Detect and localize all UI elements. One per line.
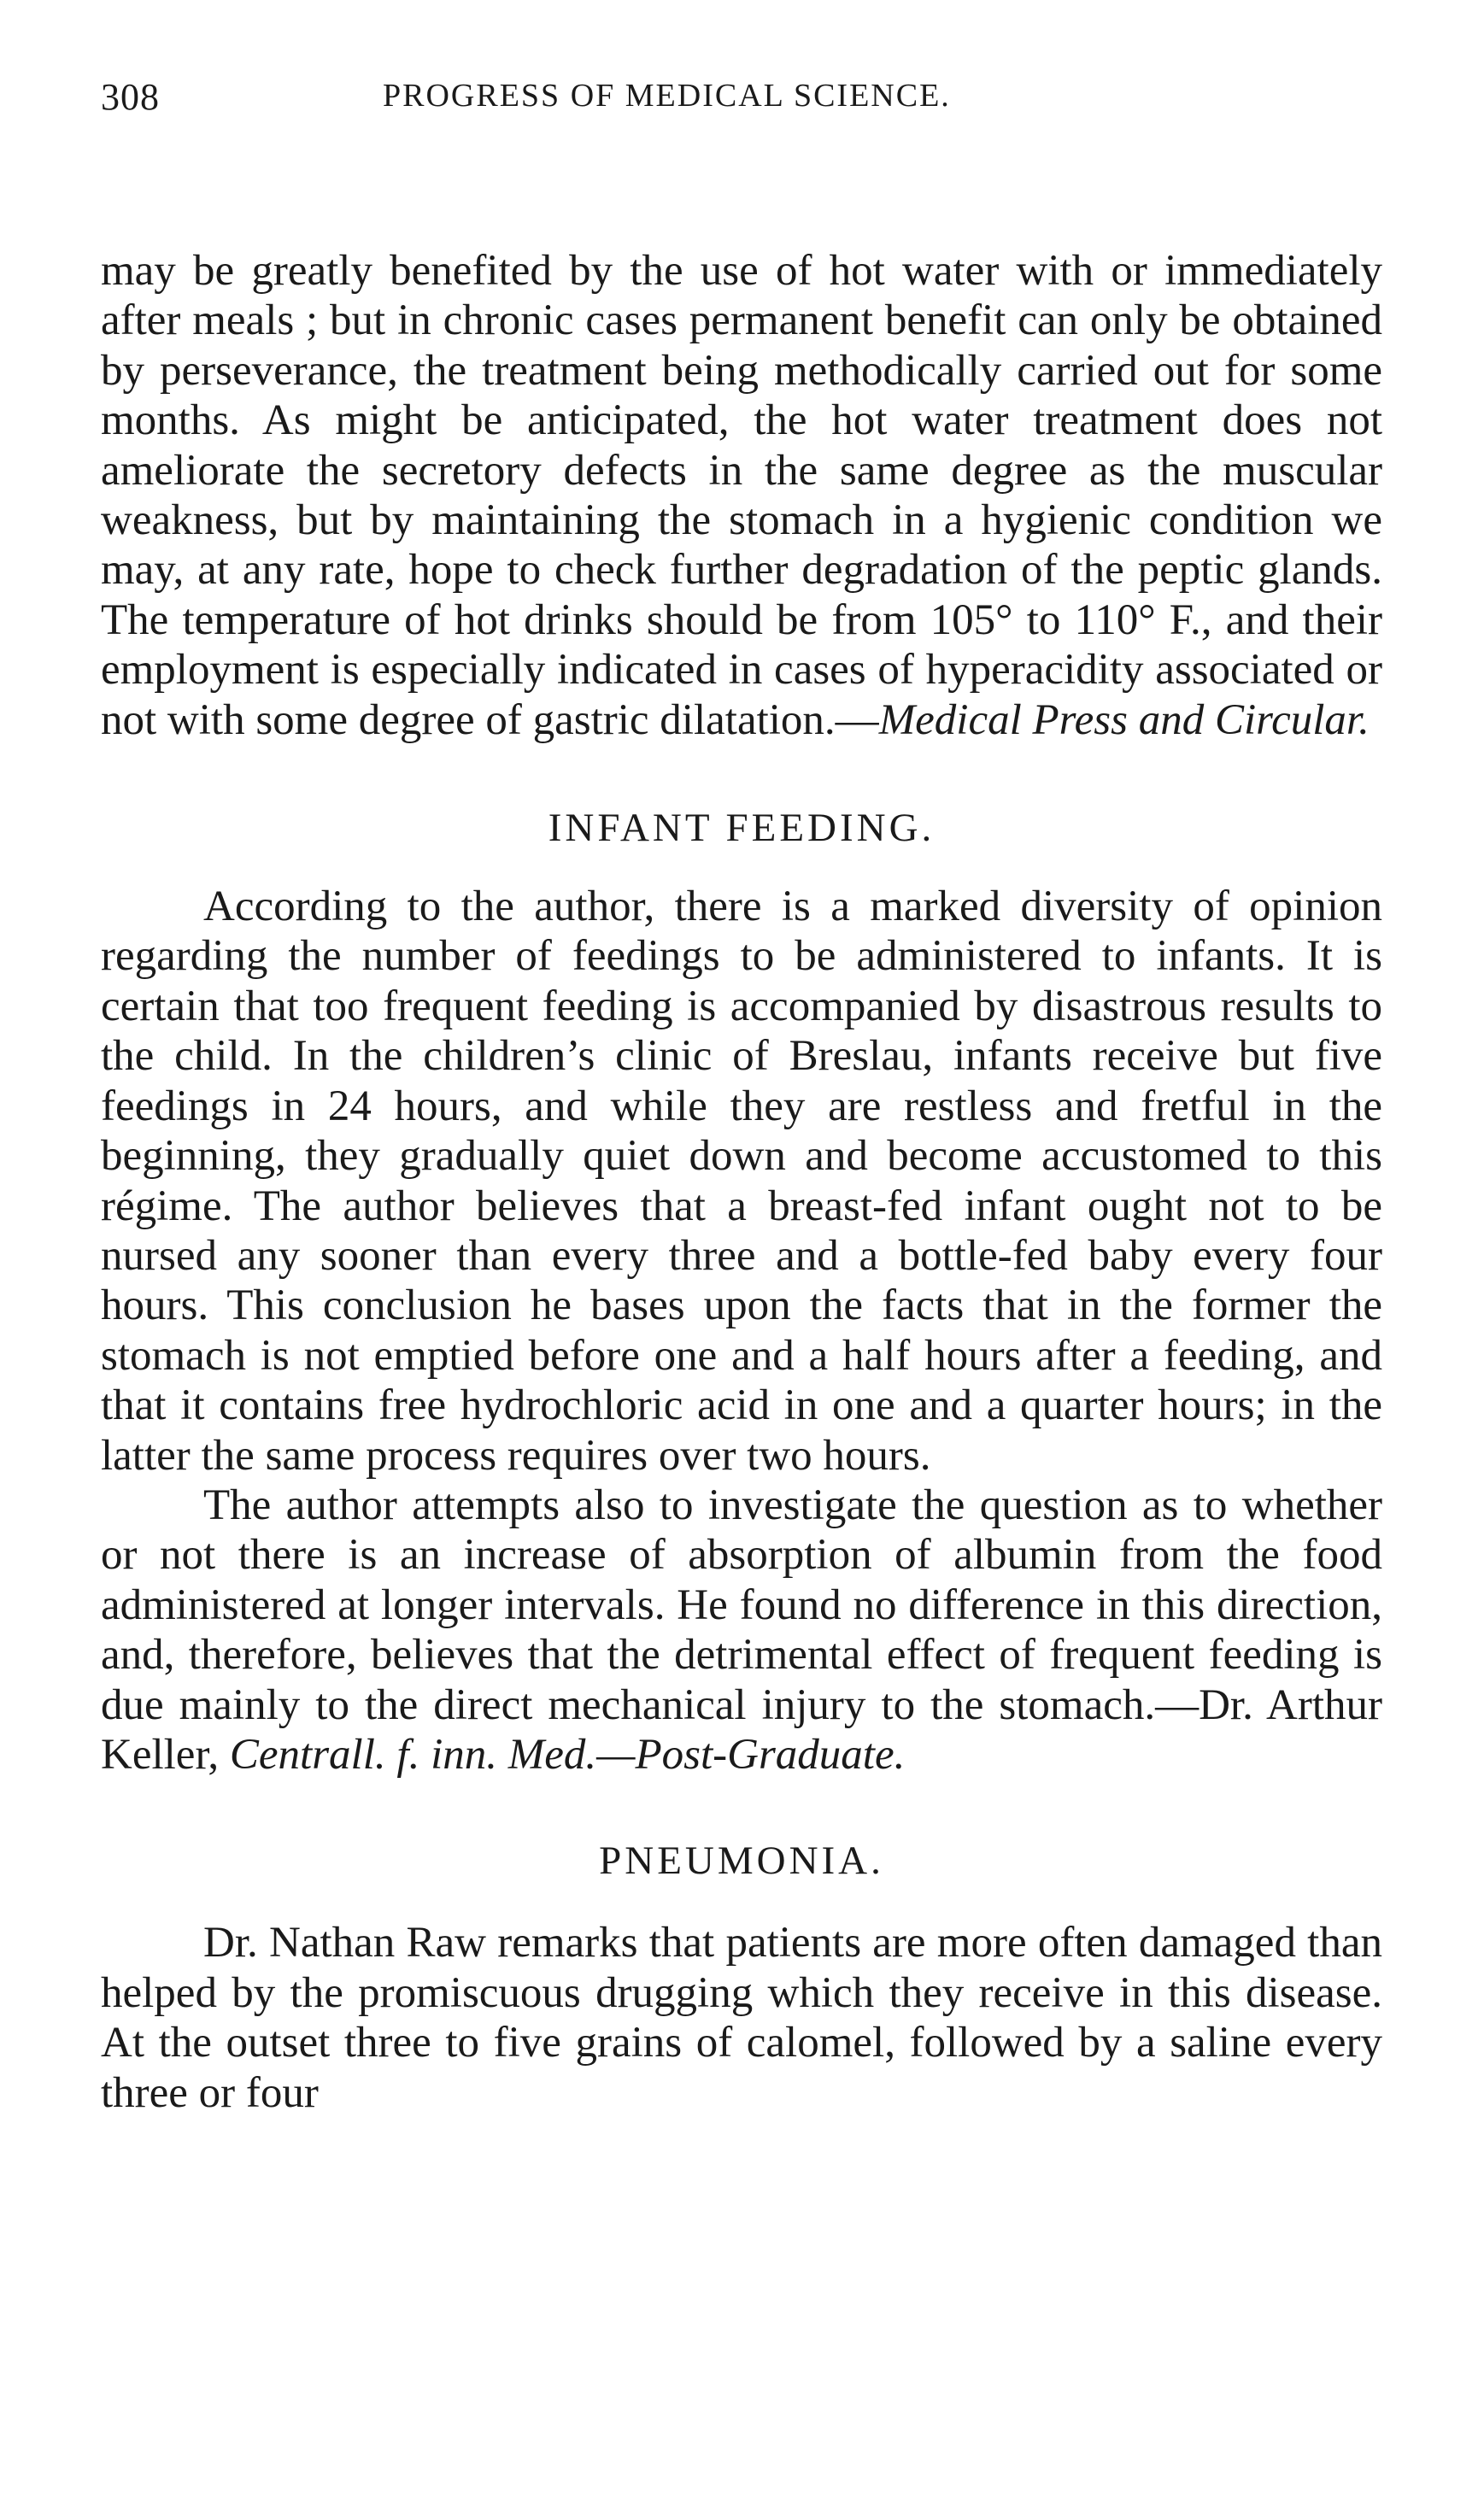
page-number: 308 [101,76,160,118]
continuation-text: may be greatly benefited by the use of hot water with or immediately after meals ; but in chronic cases permanent benefit can only be obtained by perseverance, the treatment being methodically carried out for some months. As might be anticipated, the hot water treatment does not ameliorate the secretory defects in the same degree as the muscular weakness, but by maintaining the stomach in a hygienic condition we may, at any rate, hope to check further degradation of the peptic glands. The temperature of hot drinks should be from 105° to 110° F., and their employment is especially indicated in cases of hyperacidity associated or not with some degree of gastric dilatation.— [101,247,1382,744]
infant-source: Centrall. f. inn. Med.—Post-Graduate. [229,1730,906,1779]
continuation-paragraph [101,246,1382,745]
infant-paragraph-1: According to the author, there is a marked diversity of opinion regarding the number of feedings to be administered to infants. It is certain that too frequent feeding is accompanied by disastrous results to the child. In the children’s clinic of Breslau, infants receive but five feedings in 24 hours, and while they are restless and fretful in the beginning, they gradually quiet down and become accustomed to this régime. The author believes that a breast-fed infant ought not to be nursed any sooner than every three and a bottle-fed baby every four hours. This conclusion he bases upon the facts that in the former the stomach is not emptied before one and a half hours after a feeding, and that it contains free hydrochloric acid in one and a quarter hours; in the latter the same process requires over two hours. [101,883,1382,1480]
continuation-source: Medical Press and Circular. [878,695,1370,744]
heading-infant-feeding: INFANT FEEDING. [548,806,936,851]
infant-paragraph-2 [101,1481,1382,1780]
section-continuation [101,246,1382,745]
running-head [101,75,1382,135]
page [101,75,1382,2118]
pneumonia-paragraph-1: Dr. Nathan Raw remarks that patients are more often damaged than helped by the promiscuous drugging which they receive in this disease. At the outset three to five grains of calomel, followed by a saline every three or four [101,1919,1382,2117]
heading-pneumonia: PNEUMONIA. [599,1838,884,1884]
infant-paragraph-2-text: The author attempts also to investigate the question as to whether or not there is an increase of absorption of albumin from the food administered at longer intervals. He found no difference in this direction, and, therefore, believes that the detrimental effect of frequent feeding is due mainly to the direct mechanical injury to the stomach.—Dr. Arthur Keller, [101,1481,1382,1779]
running-title: PROGRESS OF MEDICAL SCIENCE. [383,78,951,114]
section-pneumonia [101,1918,1382,2118]
section-infant-feeding [101,882,1382,1780]
